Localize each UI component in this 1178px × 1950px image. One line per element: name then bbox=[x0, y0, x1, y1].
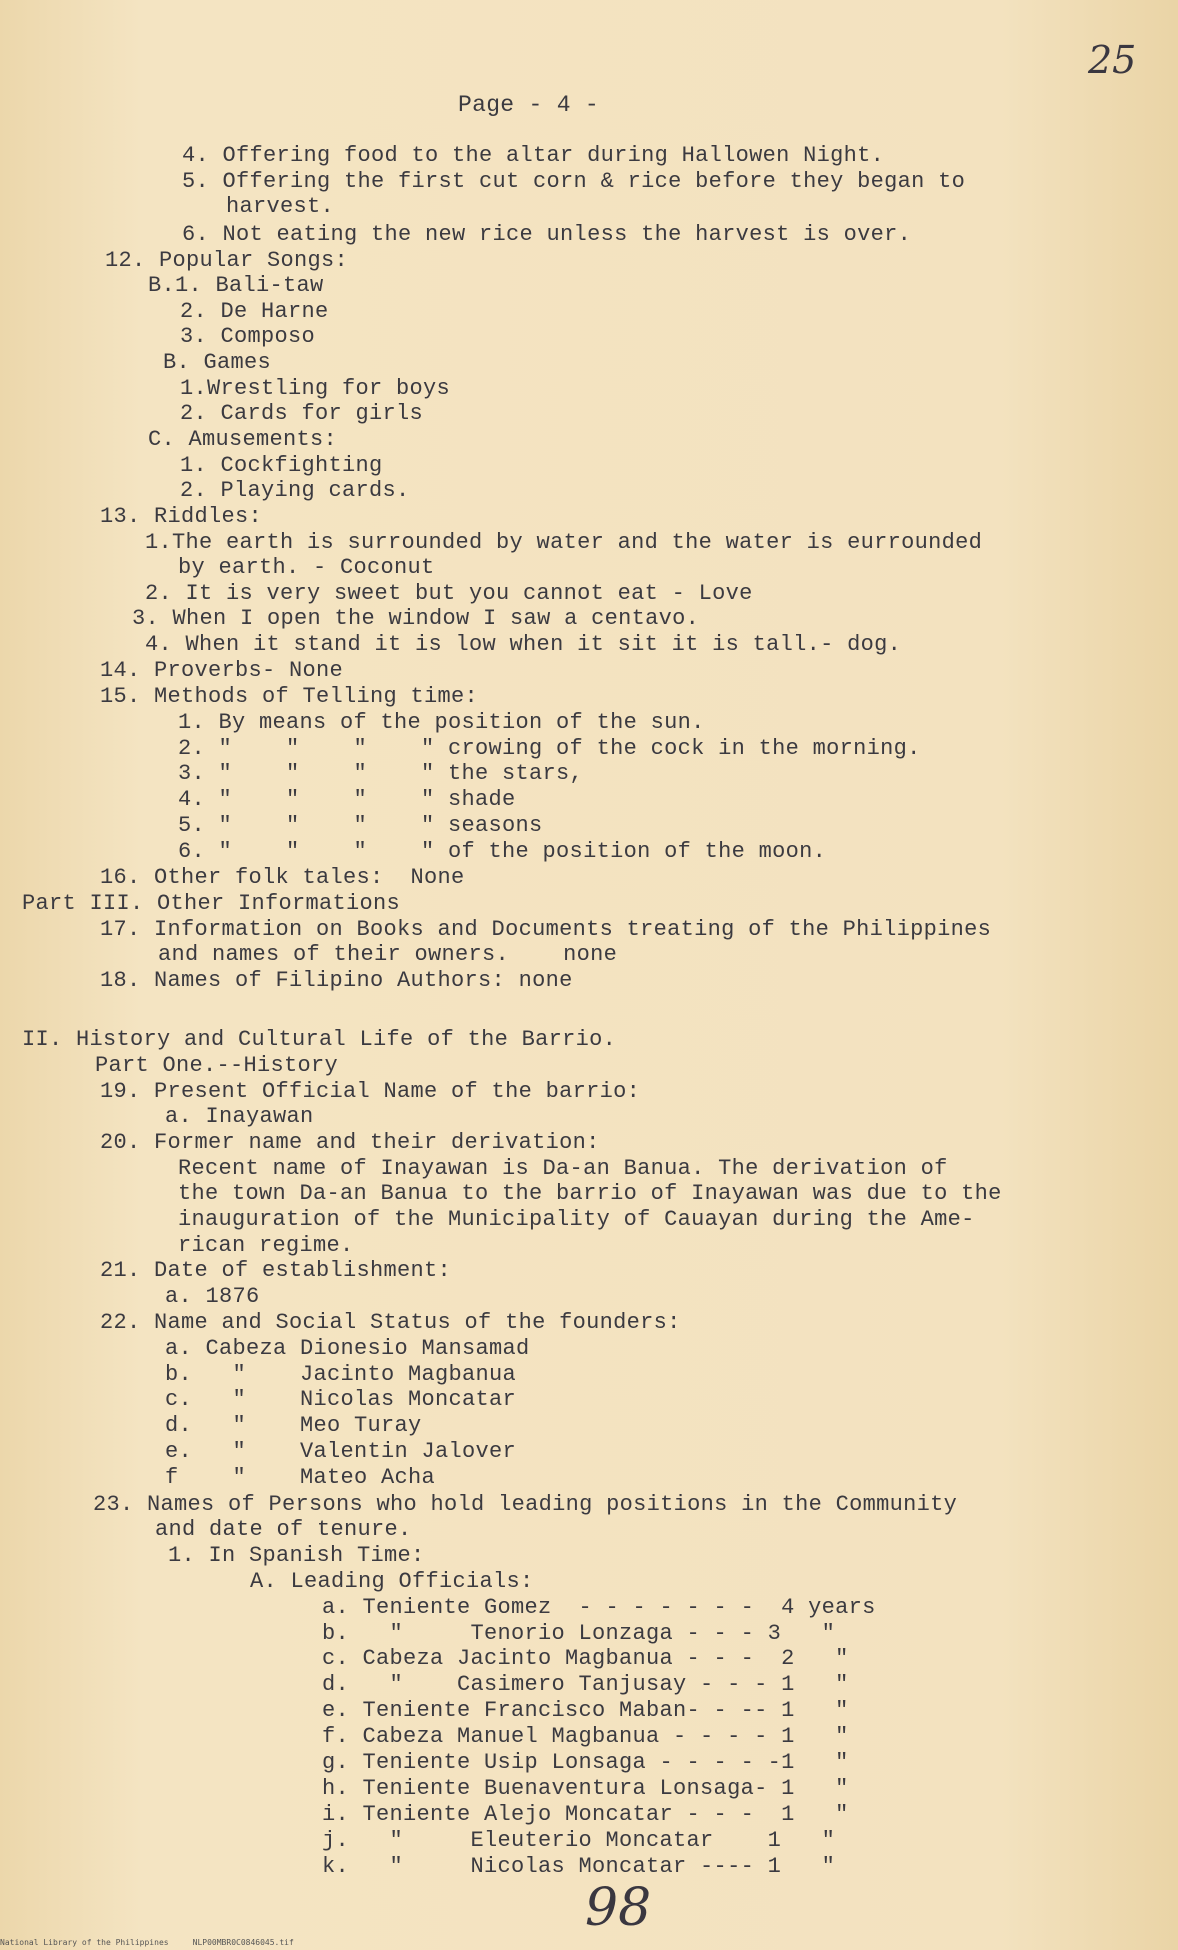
table-row: g. Teniente Usip Lonsaga - - - - -1 " bbox=[322, 1750, 849, 1775]
text-line: 16. Other folk tales: None bbox=[100, 865, 465, 890]
text-line: 5. Offering the first cut corn & rice before they began to bbox=[182, 169, 966, 194]
text-line: 20. Former name and their derivation: bbox=[100, 1130, 600, 1155]
text-line: rican regime. bbox=[178, 1233, 354, 1258]
text-line: 3. When I open the window I saw a centavo. bbox=[132, 606, 700, 631]
text-line: A. Leading Officials: bbox=[250, 1569, 534, 1594]
text-line: 2. Playing cards. bbox=[180, 478, 410, 503]
text-line: c. " Nicolas Moncatar bbox=[165, 1387, 517, 1412]
table-row: k. " Nicolas Moncatar ---- 1 " bbox=[322, 1854, 836, 1879]
text-line: 13. Riddles: bbox=[100, 504, 263, 529]
table-row: a. Teniente Gomez - - - - - - - 4 years bbox=[322, 1595, 876, 1620]
text-line: 6. Not eating the new rice unless the harvest is over. bbox=[182, 222, 912, 247]
text-line: 1.Wrestling for boys bbox=[180, 376, 451, 401]
table-row: b. " Tenorio Lonzaga - - - 3 " bbox=[322, 1621, 836, 1646]
table-row: c. Cabeza Jacinto Magbanua - - - 2 " bbox=[322, 1646, 849, 1671]
text-line: 4. " " " " shade bbox=[178, 787, 516, 812]
corner-page-number: 25 bbox=[1088, 38, 1137, 82]
table-row: d. " Casimero Tanjusay - - - 1 " bbox=[322, 1672, 849, 1697]
text-line: B. Games bbox=[163, 350, 272, 375]
text-line: f " Mateo Acha bbox=[165, 1465, 436, 1490]
text-line: 2. De Harne bbox=[180, 299, 329, 324]
text-line: 4. When it stand it is low when it sit it is tall.- dog. bbox=[145, 632, 902, 657]
table-row: i. Teniente Alejo Moncatar - - - 1 " bbox=[322, 1802, 849, 1827]
text-line: 17. Information on Books and Documents treating of the Philippines bbox=[100, 917, 992, 942]
table-row: j. " Eleuterio Moncatar 1 " bbox=[322, 1828, 836, 1853]
text-line: 4. Offering food to the altar during Hallowen Night. bbox=[182, 143, 885, 168]
text-line: and names of their owners. none bbox=[158, 942, 618, 967]
text-line: 15. Methods of Telling time: bbox=[100, 684, 479, 709]
text-line: 2. It is very sweet but you cannot eat - Love bbox=[145, 581, 753, 606]
text-line: Recent name of Inayawan is Da-an Banua. The derivation of bbox=[178, 1156, 948, 1181]
text-line: 1. Cockfighting bbox=[180, 453, 383, 478]
text-line: 3. " " " " the stars, bbox=[178, 761, 584, 786]
text-line: 2. " " " " crowing of the cock in the morning. bbox=[178, 736, 921, 761]
text-line: 19. Present Official Name of the barrio: bbox=[100, 1079, 641, 1104]
text-line: d. " Meo Turay bbox=[165, 1413, 422, 1438]
text-line: 5. " " " " seasons bbox=[178, 813, 543, 838]
text-line: harvest. bbox=[226, 194, 335, 219]
text-line: B.1. Bali-taw bbox=[148, 273, 324, 298]
text-line: and date of tenure. bbox=[155, 1517, 412, 1542]
page-header: Page - 4 - bbox=[458, 92, 600, 118]
section-heading: II. History and Cultural Life of the Barrio. bbox=[22, 1027, 617, 1052]
text-line: 12. Popular Songs: bbox=[105, 248, 349, 273]
text-line: 23. Names of Persons who hold leading positions in the Community bbox=[93, 1492, 958, 1517]
text-line: 1. In Spanish Time: bbox=[168, 1543, 425, 1568]
text-line: inauguration of the Municipality of Cauayan during the Ame- bbox=[178, 1207, 975, 1232]
text-line: 6. " " " " of the position of the moon. bbox=[178, 839, 827, 864]
text-line: 3. Composo bbox=[180, 324, 316, 349]
text-line: 21. Date of establishment: bbox=[100, 1258, 452, 1283]
text-line: 14. Proverbs- None bbox=[100, 658, 344, 683]
table-row: f. Cabeza Manuel Magbanua - - - - 1 " bbox=[322, 1724, 849, 1749]
text-line: a. Cabeza Dionesio Mansamad bbox=[165, 1336, 530, 1361]
text-line: a. Inayawan bbox=[165, 1104, 314, 1129]
text-line: C. Amusements: bbox=[148, 427, 338, 452]
text-line: b. " Jacinto Magbanua bbox=[165, 1362, 517, 1387]
text-line: by earth. - Coconut bbox=[178, 555, 435, 580]
text-line: 1.The earth is surrounded by water and the water is eurrounded bbox=[145, 530, 983, 555]
text-line: a. 1876 bbox=[165, 1284, 260, 1309]
text-line: 18. Names of Filipino Authors: none bbox=[100, 968, 573, 993]
text-line: Part One.--History bbox=[95, 1053, 339, 1078]
archive-footer: National Library of the Philippines NLP00MBR0C0846045.tif bbox=[0, 1938, 294, 1947]
text-line: 2. Cards for girls bbox=[180, 401, 424, 426]
table-row: e. Teniente Francisco Maban- - -- 1 " bbox=[322, 1698, 849, 1723]
text-line: the town Da-an Banua to the barrio of Inayawan was due to the bbox=[178, 1181, 1002, 1206]
text-line: e. " Valentin Jalover bbox=[165, 1439, 517, 1464]
table-row: h. Teniente Buenaventura Lonsaga- 1 " bbox=[322, 1776, 849, 1801]
handwritten-page-number: 98 bbox=[585, 1878, 652, 1938]
text-line: 1. By means of the position of the sun. bbox=[178, 710, 705, 735]
section-heading: Part III. Other Informations bbox=[22, 891, 401, 916]
text-line: 22. Name and Social Status of the founders: bbox=[100, 1310, 681, 1335]
